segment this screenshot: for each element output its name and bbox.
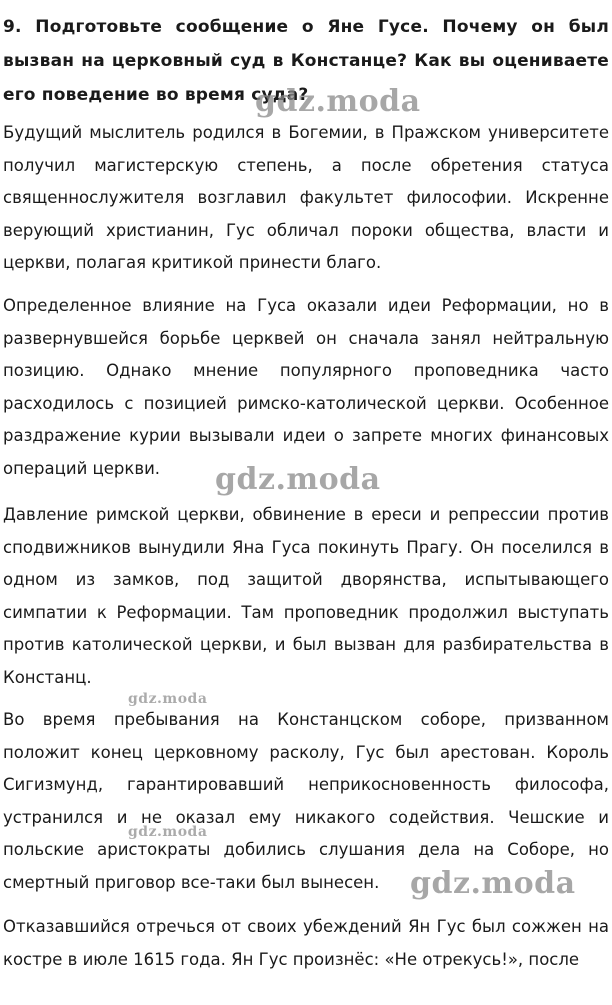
answer-paragraph-1: Будущий мыслитель родился в Богемии, в Пражском университете получил магистерскую степень, а после обретения статуса священнослужителя возглавил факультет философии. Искренне верующий христианин, Гус обличал пороки общества, власти и церкви, полагая критикой принести благо. bbox=[3, 123, 609, 272]
watermark: gdz.moda bbox=[128, 691, 208, 707]
watermark: gdz.moda bbox=[255, 84, 421, 119]
answer-paragraph-5: Отказавшийся отречься от своих убеждений Ян Гус был сожжен на костре в июле 1615 года. Ян Гус произнёс: «Не отрекусь!», после bbox=[3, 917, 609, 969]
watermark: gdz.moda bbox=[410, 866, 576, 901]
answer-paragraph-4: Во время пребывания на Констанцском соборе, призванном положит конец церковному расколу, Гус был арестован. Король Сигизмунд, гарантировавший неприкосновенность философа, устранился и не оказал ему никакого содействия. Чешские и польские аристократы добились слушания дела на Соборе, но смертный приговор все-таки был вынесен. bbox=[3, 710, 609, 892]
watermark: gdz.moda bbox=[215, 462, 381, 497]
question-heading: 9. Подготовьте сообщение о Яне Гусе. Почему он был вызван на церковный суд в Констанце? Как вы оцениваете его поведение во время суда? bbox=[3, 17, 609, 105]
answer-paragraph-2: Определенное влияние на Гуса оказали идеи Реформации, но в развернувшейся борьбе церквей он сначала занял нейтральную позицию. Однако мнение популярного проповедника часто расходилось с позицией римско-католической церкви. Особенное раздражение курии вызывали идеи о запрете многих финансовых операций церкви. bbox=[3, 296, 609, 478]
watermark: gdz.moda bbox=[128, 824, 208, 840]
answer-paragraph-3: Давление римской церкви, обвинение в ереси и репрессии против сподвижников вынудили Яна Гуса покинуть Прагу. Он поселился в одном из замков, под защитой дворянства, испытывающего симпатии к Реформации. Там проповедник продолжил выступать против католической церкви, и был вызван для разбирательства в Констанц. bbox=[3, 505, 609, 687]
